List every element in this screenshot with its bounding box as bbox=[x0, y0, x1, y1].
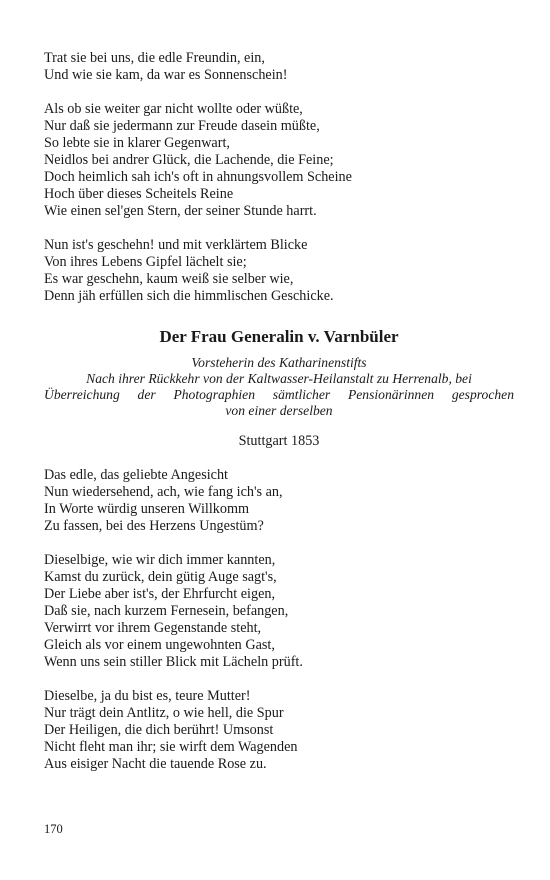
verse-line: Zu fassen, bei des Herzens Ungestüm? bbox=[44, 518, 264, 534]
stanza bbox=[44, 552, 514, 671]
verse-line: In Worte würdig unseren Willkomm bbox=[44, 501, 250, 517]
verse-line: Der Liebe aber ist's, der Ehrfurcht eigen, bbox=[44, 586, 276, 602]
previous-poem-end bbox=[44, 50, 514, 305]
place-date: Stuttgart 1853 bbox=[238, 433, 320, 449]
stanza bbox=[44, 237, 514, 305]
verse-line: Wie einen sel'gen Stern, der seiner Stunde harrt. bbox=[44, 203, 317, 219]
verse-line: Nun wiedersehend, ach, wie fang ich's an, bbox=[44, 484, 283, 500]
verse-line: Der Heiligen, die dich berührt! Umsonst bbox=[44, 722, 274, 738]
page-body bbox=[44, 50, 514, 790]
page-number: 170 bbox=[44, 822, 63, 836]
verse-line: So lebte sie in klarer Gegenwart, bbox=[44, 135, 230, 151]
poem-body bbox=[44, 467, 514, 773]
verse-line: Als ob sie weiter gar nicht wollte oder wüßte, bbox=[44, 101, 303, 117]
stanza bbox=[44, 688, 514, 773]
verse-line: Hoch über dieses Scheitels Reine bbox=[44, 186, 234, 202]
poem-title: Der Frau Generalin v. Varnbüler bbox=[159, 327, 399, 346]
dedication-line: Nach ihrer Rückkehr von der Kaltwasser-Heilanstalt zu Herrenalb, bei bbox=[86, 371, 472, 386]
verse-line: Nur trägt dein Antlitz, o wie hell, die Spur bbox=[44, 705, 284, 721]
stanza bbox=[44, 101, 514, 220]
verse-line: Neidlos bei andrer Glück, die Lachende, die Feine; bbox=[44, 152, 334, 168]
verse-line: Es war geschehn, kaum weiß sie selber wie, bbox=[44, 271, 294, 287]
dedication-line: Überreichung der Photographien sämtlicher Pensionärinnen gesprochen bbox=[44, 387, 514, 402]
verse-line: Nur daß sie jedermann zur Freude dasein müßte, bbox=[44, 118, 320, 134]
verse-line: Trat sie bei uns, die edle Freundin, ein, bbox=[44, 50, 265, 66]
stanza bbox=[44, 467, 514, 535]
dedication bbox=[44, 355, 514, 419]
verse-line: Aus eisiger Nacht die tauende Rose zu. bbox=[44, 756, 267, 772]
stanza bbox=[44, 50, 514, 84]
verse-line: Von ihres Lebens Gipfel lächelt sie; bbox=[44, 254, 247, 270]
verse-line: Wenn uns sein stiller Blick mit Lächeln prüft. bbox=[44, 654, 303, 670]
verse-line: Nicht fleht man ihr; sie wirft dem Wagenden bbox=[44, 739, 298, 755]
verse-line: Verwirrt vor ihrem Gegenstande steht, bbox=[44, 620, 262, 636]
poem-heading bbox=[44, 327, 514, 450]
dedication-line: von einer derselben bbox=[225, 403, 333, 418]
verse-line: Dieselbige, wie wir dich immer kannten, bbox=[44, 552, 276, 568]
verse-line: Dieselbe, ja du bist es, teure Mutter! bbox=[44, 688, 251, 704]
verse-line: Kamst du zurück, dein gütig Auge sagt's, bbox=[44, 569, 277, 585]
verse-line: Denn jäh erfüllen sich die himmlischen Geschicke. bbox=[44, 288, 334, 304]
verse-line: Nun ist's geschehn! und mit verklärtem Blicke bbox=[44, 237, 308, 253]
verse-line: Und wie sie kam, da war es Sonnenschein! bbox=[44, 67, 288, 83]
verse-line: Gleich als vor einem ungewohnten Gast, bbox=[44, 637, 275, 653]
verse-line: Doch heimlich sah ich's oft in ahnungsvollem Scheine bbox=[44, 169, 352, 185]
verse-line: Daß sie, nach kurzem Fernesein, befangen, bbox=[44, 603, 289, 619]
verse-line: Das edle, das geliebte Angesicht bbox=[44, 467, 228, 483]
dedication-line: Vorsteherin des Katharinenstifts bbox=[191, 355, 367, 370]
